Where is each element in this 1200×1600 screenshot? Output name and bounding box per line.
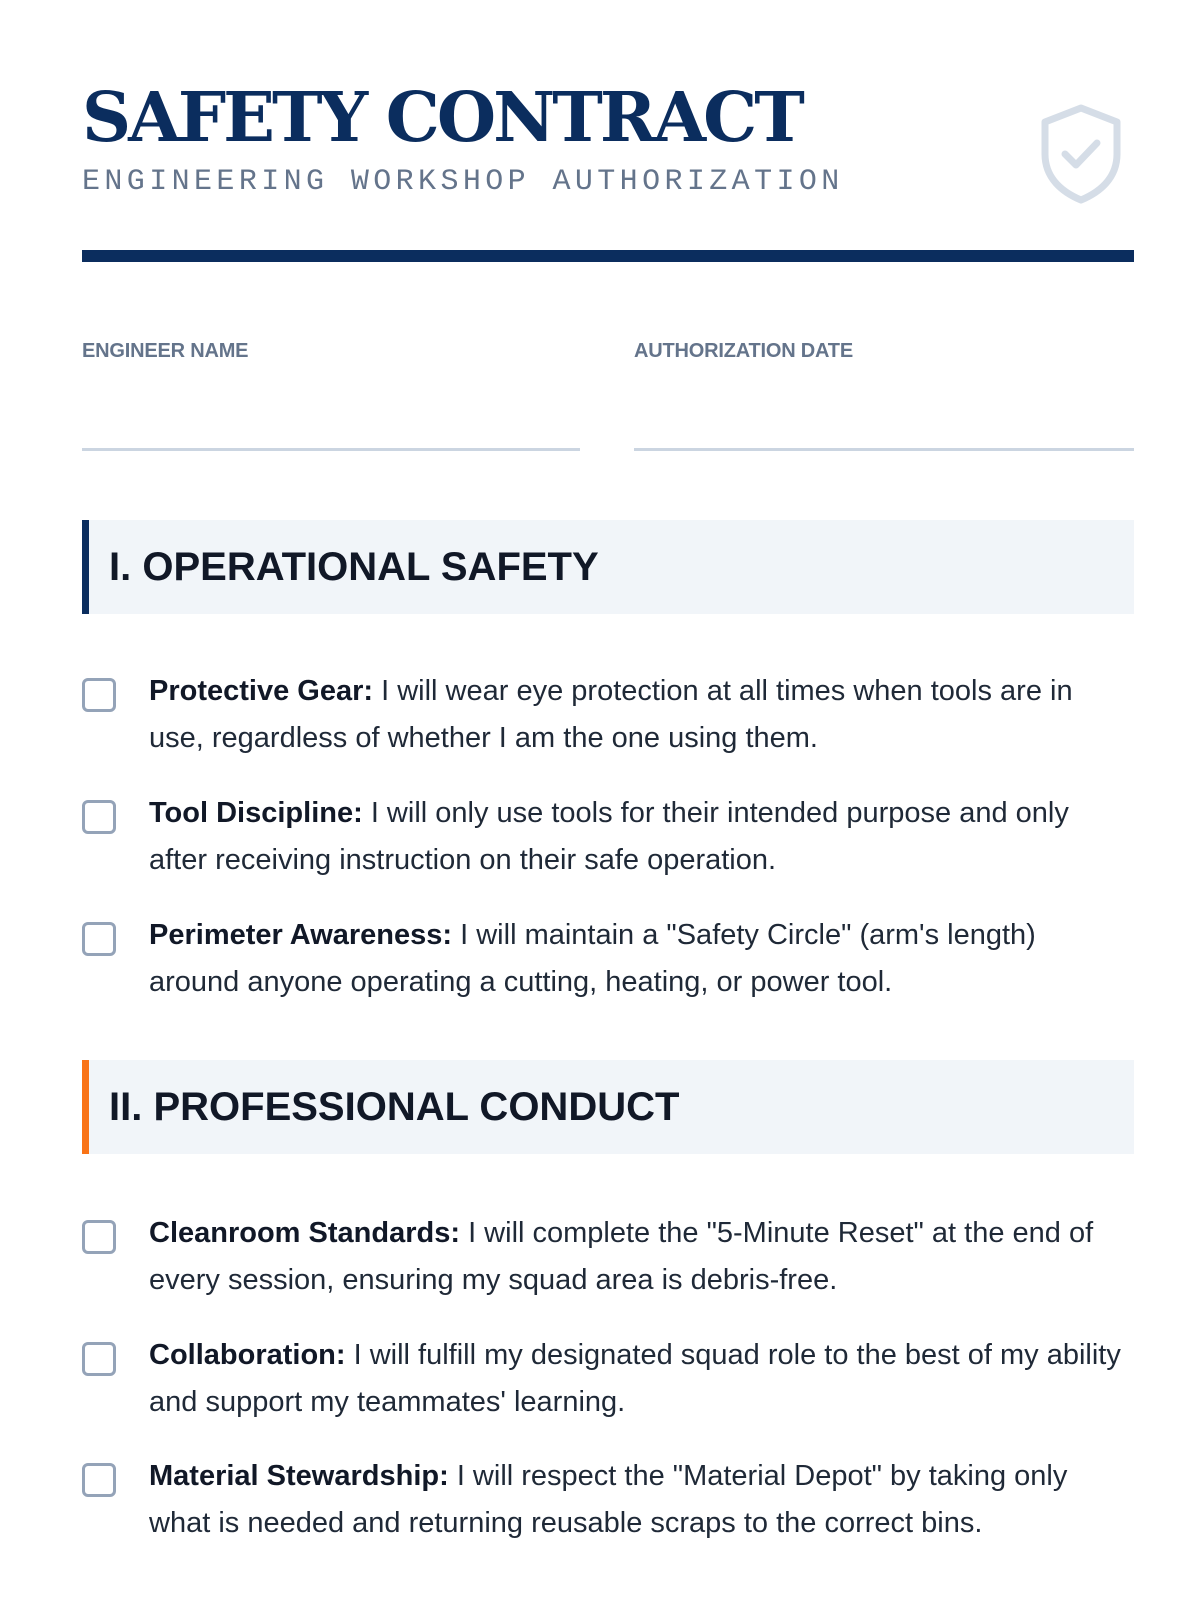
checklist-item-title: Tool Discipline:: [149, 797, 363, 829]
section-header-professional-conduct: [82, 1060, 1134, 1154]
checklist-item-body: I will complete the "5-Minute Reset" at the end of every session, ensuring my squad area is debris-free.: [149, 1217, 1094, 1296]
shield-check-icon: [1040, 104, 1122, 204]
checklist-item-title: Protective Gear:: [149, 675, 374, 707]
checklist-item-body: I will respect the "Material Depot" by taking only what is needed and returning reusable scraps to the correct bins.: [149, 1460, 1068, 1539]
checklist-item-text: [149, 1210, 1134, 1304]
section-heading: II. PROFESSIONAL CONDUCT: [109, 1085, 680, 1129]
checklist-item-body: I will only use tools for their intended purpose and only after receiving instruction on their safe operation.: [149, 797, 1069, 876]
checklist-item-text: [149, 790, 1134, 884]
contract-page: [82, 0, 1134, 1539]
engineer-name-field[interactable]: [82, 340, 580, 452]
contract-header: [82, 0, 1134, 265]
checklist-item-title: Collaboration:: [149, 1339, 346, 1371]
engineer-name-underline: [82, 448, 580, 451]
checkbox[interactable]: [82, 1463, 116, 1497]
page-subtitle: ENGINEERING WORKSHOP AUTHORIZATION: [82, 165, 844, 199]
authorization-date-underline: [634, 448, 1134, 451]
section-accent-bar: [82, 1060, 89, 1154]
checklist-item-title: Material Stewardship:: [149, 1460, 449, 1492]
checklist-item-body: I will fulfill my designated squad role to the best of my ability and support my teammates' learning.: [149, 1339, 1121, 1418]
authorization-date-field[interactable]: [634, 340, 1134, 452]
page-title: SAFETY CONTRACT: [82, 78, 802, 158]
section-accent-bar: [82, 520, 89, 614]
section-heading: I. OPERATIONAL SAFETY: [109, 545, 599, 589]
checkbox[interactable]: [82, 800, 116, 834]
checkbox[interactable]: [82, 922, 116, 956]
authorization-date-label: AUTHORIZATION DATE: [634, 340, 853, 362]
checkbox[interactable]: [82, 1220, 116, 1254]
checklist-item-text: [149, 668, 1134, 762]
checklist-item-text: [149, 1332, 1134, 1426]
checkbox[interactable]: [82, 1342, 116, 1376]
checklist-item-body: I will maintain a "Safety Circle" (arm's length) around anyone operating a cutting, heating, or power tool.: [149, 919, 1036, 998]
engineer-name-label: ENGINEER NAME: [82, 340, 249, 362]
signature-fields: [82, 340, 1134, 452]
checkbox[interactable]: [82, 678, 116, 712]
checklist-item-title: Cleanroom Standards:: [149, 1217, 460, 1249]
checklist-item-title: Perimeter Awareness:: [149, 919, 453, 951]
header-divider: [82, 250, 1134, 262]
checklist-item-text: [149, 912, 1134, 1006]
checklist-item-text: [149, 1453, 1134, 1547]
section-header-operational-safety: [82, 520, 1134, 614]
checklist-item-body: I will wear eye protection at all times when tools are in use, regardless of whether I am the one using them.: [149, 675, 1073, 754]
